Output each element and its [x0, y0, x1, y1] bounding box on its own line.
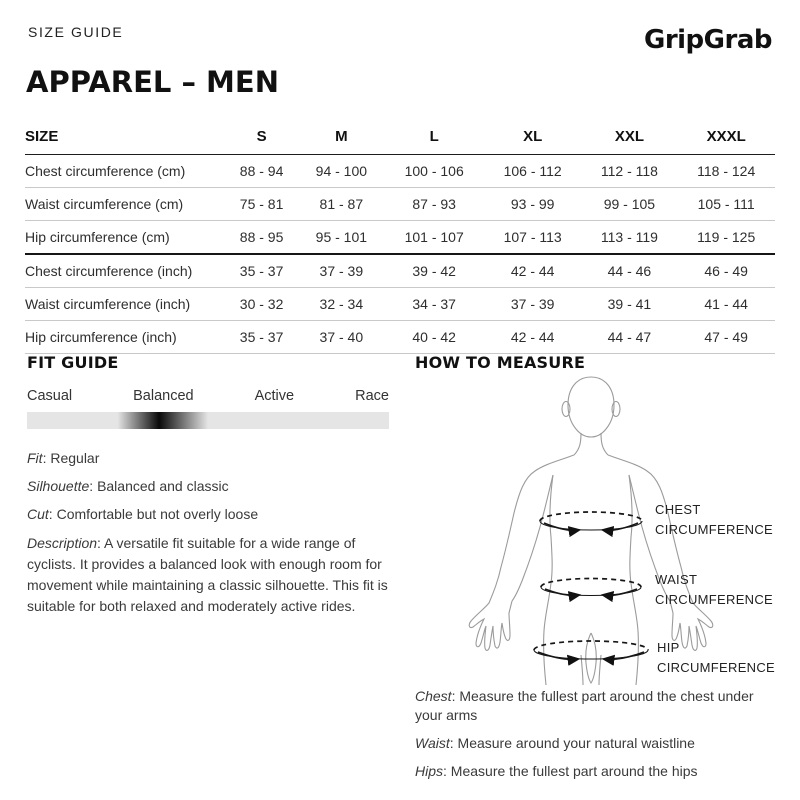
size-value-cell: 113 - 119 [600, 229, 658, 245]
row-label: Hip circumference (cm) [25, 229, 170, 245]
column-header-xxl: XXL [614, 128, 644, 145]
instruction-text: Measure the fullest part around the hips [450, 762, 698, 779]
size-value-cell: 107 - 113 [503, 229, 562, 245]
size-value-cell: 101 - 107 [404, 229, 464, 245]
size-value-cell: 37 - 39 [510, 296, 555, 312]
size-value-cell: 44 - 47 [607, 329, 652, 345]
instruction-label: Chest : [415, 688, 459, 704]
fit-scale-gradient-bar [27, 412, 389, 429]
table-row [25, 288, 775, 321]
fit-attribute [27, 449, 389, 468]
size-value-cell: 34 - 37 [412, 296, 456, 312]
fit-attribute-value: Regular [50, 450, 100, 466]
measure-instruction [415, 734, 767, 753]
size-value-cell: 99 - 105 [603, 196, 656, 212]
row-label: Waist circumference (cm) [25, 196, 184, 212]
size-value-cell: 41 - 44 [704, 296, 748, 312]
size-value-cell: 40 - 42 [412, 329, 456, 345]
size-value-cell: 88 - 95 [239, 229, 284, 245]
size-value-cell: 42 - 44 [510, 329, 555, 345]
row-label: Chest circumference (inch) [25, 263, 193, 279]
instruction-label: Waist : [415, 735, 458, 751]
size-value-cell: 44 - 46 [607, 263, 652, 279]
hip-circumference-label: HIP CIRCUMFERENCE [657, 640, 776, 675]
size-value-cell: 81 - 87 [319, 196, 364, 212]
table-row [25, 321, 775, 354]
size-value-cell: 118 - 124 [697, 163, 756, 179]
table-row [25, 155, 775, 188]
fit-attribute-label: Silhouette : [27, 478, 97, 494]
measure-instructions [415, 687, 767, 790]
waist-circumference-label: WAIST CIRCUMFERENCE [655, 572, 774, 607]
size-value-cell: 37 - 39 [319, 263, 364, 279]
size-value-cell: 88 - 94 [239, 163, 284, 179]
instruction-text: Measure around your natural waistline [457, 734, 695, 751]
page-title: APPAREL – MEN [26, 65, 279, 99]
how-to-measure-section [415, 353, 780, 779]
fit-guide-heading: FIT GUIDE [27, 353, 119, 372]
fit-attribute-label: Description : [27, 535, 104, 551]
table-row [25, 188, 775, 221]
size-value-cell: 112 - 118 [600, 163, 658, 179]
size-value-cell: 95 - 101 [315, 229, 368, 245]
fit-scale-label-active: Active [254, 388, 295, 404]
size-value-cell: 39 - 42 [412, 263, 456, 279]
fit-attribute-value: Balanced and classic [97, 477, 229, 494]
column-header-s: S [256, 128, 267, 145]
fit-description [27, 533, 389, 617]
column-header-l: L [429, 128, 439, 145]
fit-scale-label-balanced: Balanced [133, 388, 194, 404]
size-value-cell: 75 - 81 [239, 196, 284, 212]
fit-attribute [27, 505, 389, 524]
size-value-cell: 46 - 49 [704, 263, 748, 279]
fit-attribute-value: A versatile fit suitable for a wide range of cyclists. It provides a balanced look with enough room for movement while maintaining a classic silhouette. This fit is suitable for both relaxed and moderately active rides. [27, 534, 388, 614]
size-value-cell: 94 - 100 [315, 163, 368, 179]
fit-scale-label-race: Race [355, 388, 389, 404]
instruction-label: Hips : [415, 763, 451, 779]
size-value-cell: 87 - 93 [412, 196, 456, 212]
fit-scale-labels [27, 388, 389, 404]
size-value-cell: 47 - 49 [704, 329, 748, 345]
column-header-xl: XL [523, 128, 543, 145]
table-row [25, 254, 775, 288]
fit-attribute [27, 477, 389, 496]
size-value-cell: 119 - 125 [697, 229, 756, 245]
size-value-cell: 32 - 34 [319, 296, 364, 312]
row-label: Chest circumference (cm) [25, 163, 186, 179]
measure-instruction [415, 687, 767, 725]
fit-attribute-label: Fit : [27, 450, 50, 466]
size-value-cell: 37 - 40 [319, 329, 364, 345]
row-label: Waist circumference (inch) [25, 296, 191, 312]
page-eyebrow: SIZE GUIDE [28, 24, 124, 40]
gripgrab-logo: GripGrab [643, 25, 772, 55]
measure-instruction [415, 762, 767, 781]
table-header-row [25, 124, 775, 155]
size-value-cell: 30 - 32 [239, 296, 284, 312]
column-header-m: M [335, 128, 348, 145]
size-value-cell: 39 - 41 [607, 296, 652, 312]
row-label: Hip circumference (inch) [25, 329, 177, 345]
size-value-cell: 35 - 37 [239, 263, 284, 279]
how-to-measure-heading: HOW TO MEASURE [415, 353, 586, 372]
table-row [25, 221, 775, 255]
fit-scale-label-casual: Casual [27, 388, 73, 404]
size-table [25, 124, 775, 354]
instruction-text: Measure the fullest part around the chest under your arms [415, 688, 754, 723]
fit-attribute-label: Cut : [27, 506, 57, 522]
column-header-xxxl: XXXL [706, 128, 746, 145]
size-value-cell: 93 - 99 [510, 196, 555, 212]
size-value-cell: 105 - 111 [697, 196, 755, 212]
size-value-cell: 42 - 44 [510, 263, 555, 279]
size-value-cell: 106 - 112 [503, 163, 562, 179]
size-value-cell: 100 - 106 [404, 163, 464, 179]
column-header-size: SIZE [25, 128, 59, 145]
chest-circumference-label: CHEST CIRCUMFERENCE [655, 502, 774, 537]
size-value-cell: 35 - 37 [239, 329, 284, 345]
fit-attribute-value: Comfortable but not overly loose [56, 505, 259, 522]
fit-guide-section [27, 353, 389, 626]
